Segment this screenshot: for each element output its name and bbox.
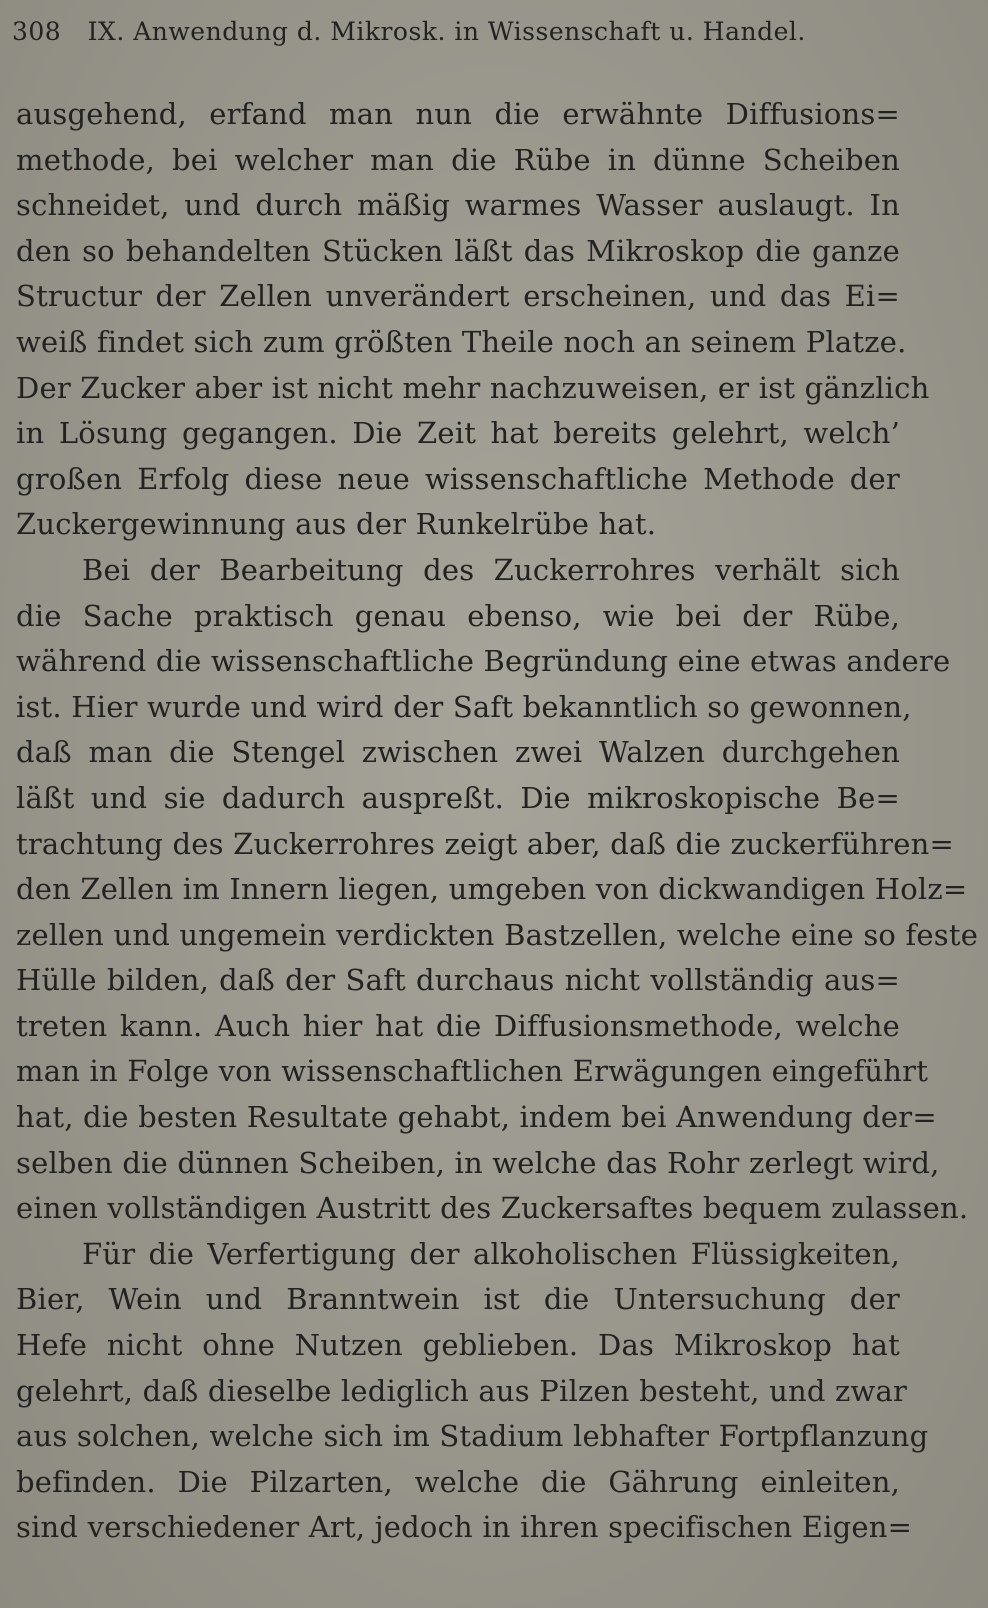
running-title: IX. Anwendung d. Mikrosk. in Wissenschaft u. Handel. — [87, 17, 806, 46]
page-number: 308 — [12, 17, 62, 46]
text-line: trachtung des Zuckerrohres zeigt aber, daß die zuckerführen= — [16, 826, 954, 861]
paragraph-end-line: einen vollständigen Austritt des Zuckersaftes bequem zulassen. — [16, 1191, 969, 1226]
text-line: Bier, Wein und Branntwein ist die Untersuchung der — [16, 1282, 900, 1317]
running-header — [12, 12, 912, 52]
text-line: zellen und ungemein verdickten Bastzellen, welche eine so feste — [16, 917, 979, 952]
text-line: befinden. Die Pilzarten, welche die Gährung einleiten, — [16, 1464, 900, 1499]
text-line: schneidet, und durch mäßig warmes Wasser auslaugt. In — [16, 188, 900, 223]
text-line: hat, die besten Resultate gehabt, indem bei Anwendung der= — [16, 1100, 937, 1135]
text-line: während die wissenschaftliche Begründung eine etwas andere — [16, 644, 951, 679]
text-line: methode, bei welcher man die Rübe in dünne Scheiben — [16, 142, 900, 177]
text-line: läßt und sie dadurch auspreßt. Die mikroskopische Be= — [16, 780, 900, 815]
text-line: Der Zucker aber ist nicht mehr nachzuweisen, er ist gänzlich — [16, 370, 930, 405]
text-line: gelehrt, daß dieselbe lediglich aus Pilzen besteht, und zwar — [16, 1373, 908, 1408]
paragraph-end-line: Zuckergewinnung aus der Runkelrübe hat. — [16, 507, 657, 542]
text-line: ausgehend, erfand man nun die erwähnte Diffusions= — [16, 97, 900, 131]
text-line: weiß findet sich zum größten Theile noch an seinem Platze. — [16, 324, 907, 359]
text-line: selben die dünnen Scheiben, in welche das Rohr zerlegt wird, — [16, 1145, 940, 1180]
text-line: sind verschiedener Art, jedoch in ihren specifischen Eigen= — [16, 1510, 913, 1545]
text-line: ist. Hier wurde und wird der Saft bekanntlich so gewonnen, — [16, 689, 912, 724]
body-text — [16, 92, 979, 1551]
text-line: den Zellen im Innern liegen, umgeben von dickwandigen Holz= — [16, 872, 968, 907]
text-line: aus solchen, welche sich im Stadium lebhafter Fortpflanzung — [16, 1419, 929, 1454]
text-line: Hülle bilden, daß der Saft durchaus nicht vollständig aus= — [16, 963, 900, 998]
text-line: treten kann. Auch hier hat die Diffusionsmethode, welche — [16, 1008, 900, 1043]
text-line: Hefe nicht ohne Nutzen geblieben. Das Mikroskop hat — [16, 1328, 900, 1363]
text-line: die Sache praktisch genau ebenso, wie bei der Rübe, — [16, 598, 900, 633]
text-line: den so behandelten Stücken läßt das Mikroskop die ganze — [16, 233, 900, 268]
text-line: großen Erfolg diese neue wissenschaftliche Methode der — [16, 461, 900, 496]
text-line: Structur der Zellen unverändert erscheinen, und das Ei= — [16, 279, 900, 314]
text-line: man in Folge von wissenschaftlichen Erwägungen eingeführt — [16, 1054, 929, 1089]
text-line: daß man die Stengel zwischen zwei Walzen durchgehen — [16, 735, 900, 770]
paragraph-start-line: Für die Verfertigung der alkoholischen Flüssigkeiten, — [82, 1236, 900, 1271]
paragraph-start-line: Bei der Bearbeitung des Zuckerrohres verhält sich — [82, 552, 900, 587]
text-line: in Lösung gegangen. Die Zeit hat bereits gelehrt, welch’ — [16, 416, 900, 451]
